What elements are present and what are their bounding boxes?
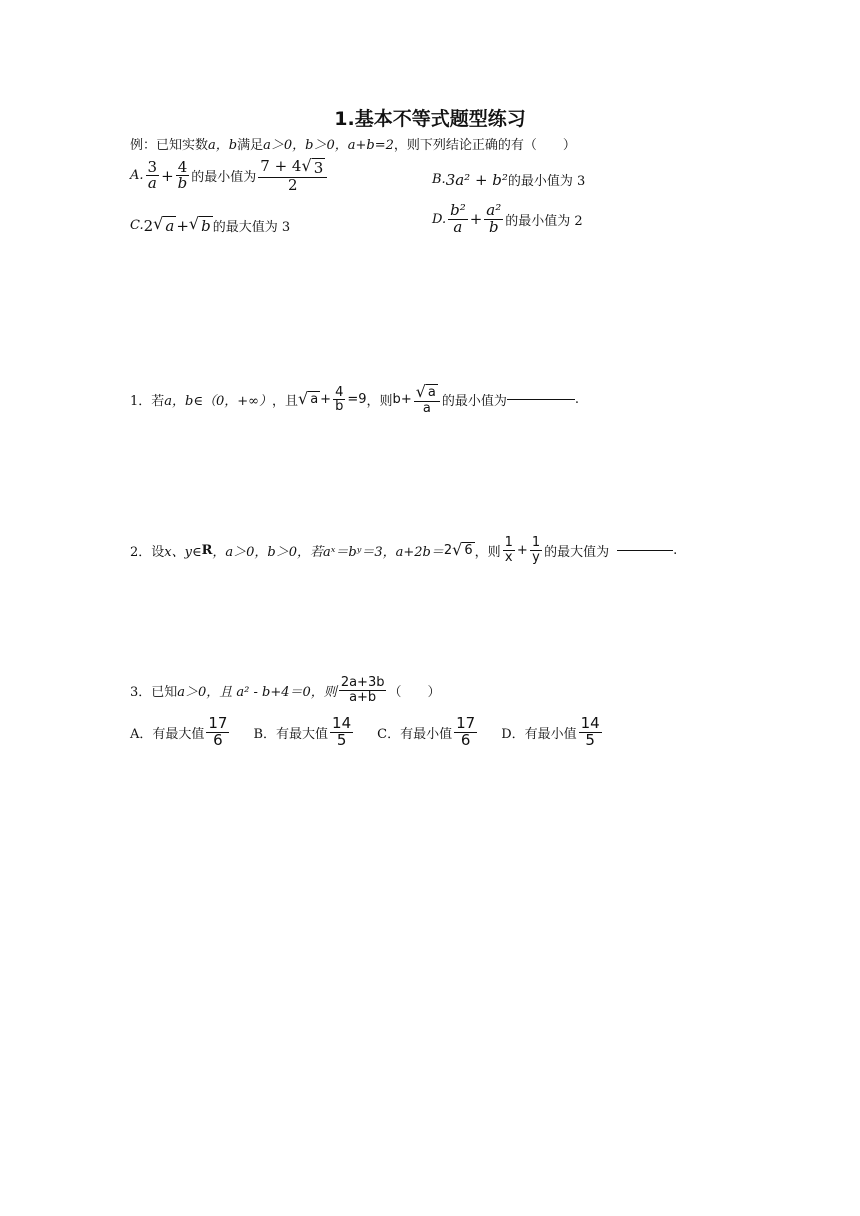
- option-b[interactable]: B．有最大值 $\frac{14}{5}$: [253, 714, 352, 749]
- option-a[interactable]: A．有最大值 $\frac{17}{6}$: [130, 714, 228, 749]
- sqrt-symbol: √ 3: [301, 156, 324, 177]
- question-3-options: [130, 716, 626, 749]
- fraction: $\frac{3}{a}$: [147, 157, 158, 193]
- example-option-c: C. 2 √ a + √ b 的最大值为 3: [130, 214, 291, 235]
- answer-blank[interactable]: [617, 550, 673, 551]
- fraction: $\frac{1}{x}$: [504, 535, 513, 565]
- example-option-d: D. $\frac{\text{b²}}{a}$ + $\frac{\text{a²}}{b}$ 的最小值为 2: [432, 201, 583, 236]
- answer-blank[interactable]: [507, 399, 575, 400]
- example-option-b: B. 3a² + b² 的最小值为 3: [432, 170, 586, 189]
- sqrt-symbol: √ 6: [452, 539, 473, 559]
- option-c[interactable]: C．有最小值 $\frac{17}{6}$: [377, 714, 476, 749]
- fraction: $\frac{14}{5}$: [580, 714, 600, 749]
- fraction: √ a a: [414, 384, 440, 415]
- fraction: 7 + 4 √ 3 2: [258, 158, 327, 194]
- question-2: 2．设 x、y∈ R ，a＞0，b＞0，若 aˣ＝bʸ＝3，a+2b＝ 2 √ 6 ，则 $\frac{1}{x}$ + $\frac{1}{y}$ 的最大值为 .: [130, 535, 678, 565]
- fraction: $\frac{14}{5}$: [332, 714, 352, 749]
- example-option-a: A. $\frac{3}{a}$ + $\frac{4}{b}$ 的最小值为 7 + 4 √ 3 2: [130, 158, 329, 194]
- fraction: $\frac{4}{b}$: [335, 384, 344, 415]
- option-d[interactable]: D．有最小值 $\frac{14}{5}$: [501, 714, 600, 749]
- sqrt-symbol: √ a: [298, 389, 319, 409]
- question-3: 3．已知 a＞0，且 a² - b+4＝0，则 $\frac{2a+3b}{a+b}$ （ ）: [130, 675, 441, 705]
- fraction: $\frac{\text{a²}}{b}$: [486, 201, 502, 236]
- page-title: 1.基本不等式题型练习: [334, 108, 526, 130]
- fraction: $\frac{2a+3b}{a+b}$: [340, 675, 385, 705]
- fraction: $\frac{\text{b²}}{a}$: [450, 201, 466, 236]
- question-1: 1．若 a，b∈（0，+∞） ，且 √ a + $\frac{4}{b}$ =9 ，则 b + √ a a 的最小值为 .: [130, 382, 580, 416]
- fraction: $\frac{1}{y}$: [531, 535, 541, 565]
- fraction: $\frac{17}{6}$: [456, 714, 476, 749]
- sqrt-symbol: √ a: [415, 382, 436, 401]
- fraction: $\frac{17}{6}$: [208, 714, 228, 749]
- sqrt-symbol: √ a: [153, 214, 175, 235]
- fraction: $\frac{4}{b}$: [177, 157, 188, 193]
- example-stem: 例：已知实数 a，b 满足 a＞0，b＞0，a+b=2 ，则下列结论正确的有（ ）: [130, 138, 576, 153]
- sqrt-symbol: √ b: [188, 214, 211, 235]
